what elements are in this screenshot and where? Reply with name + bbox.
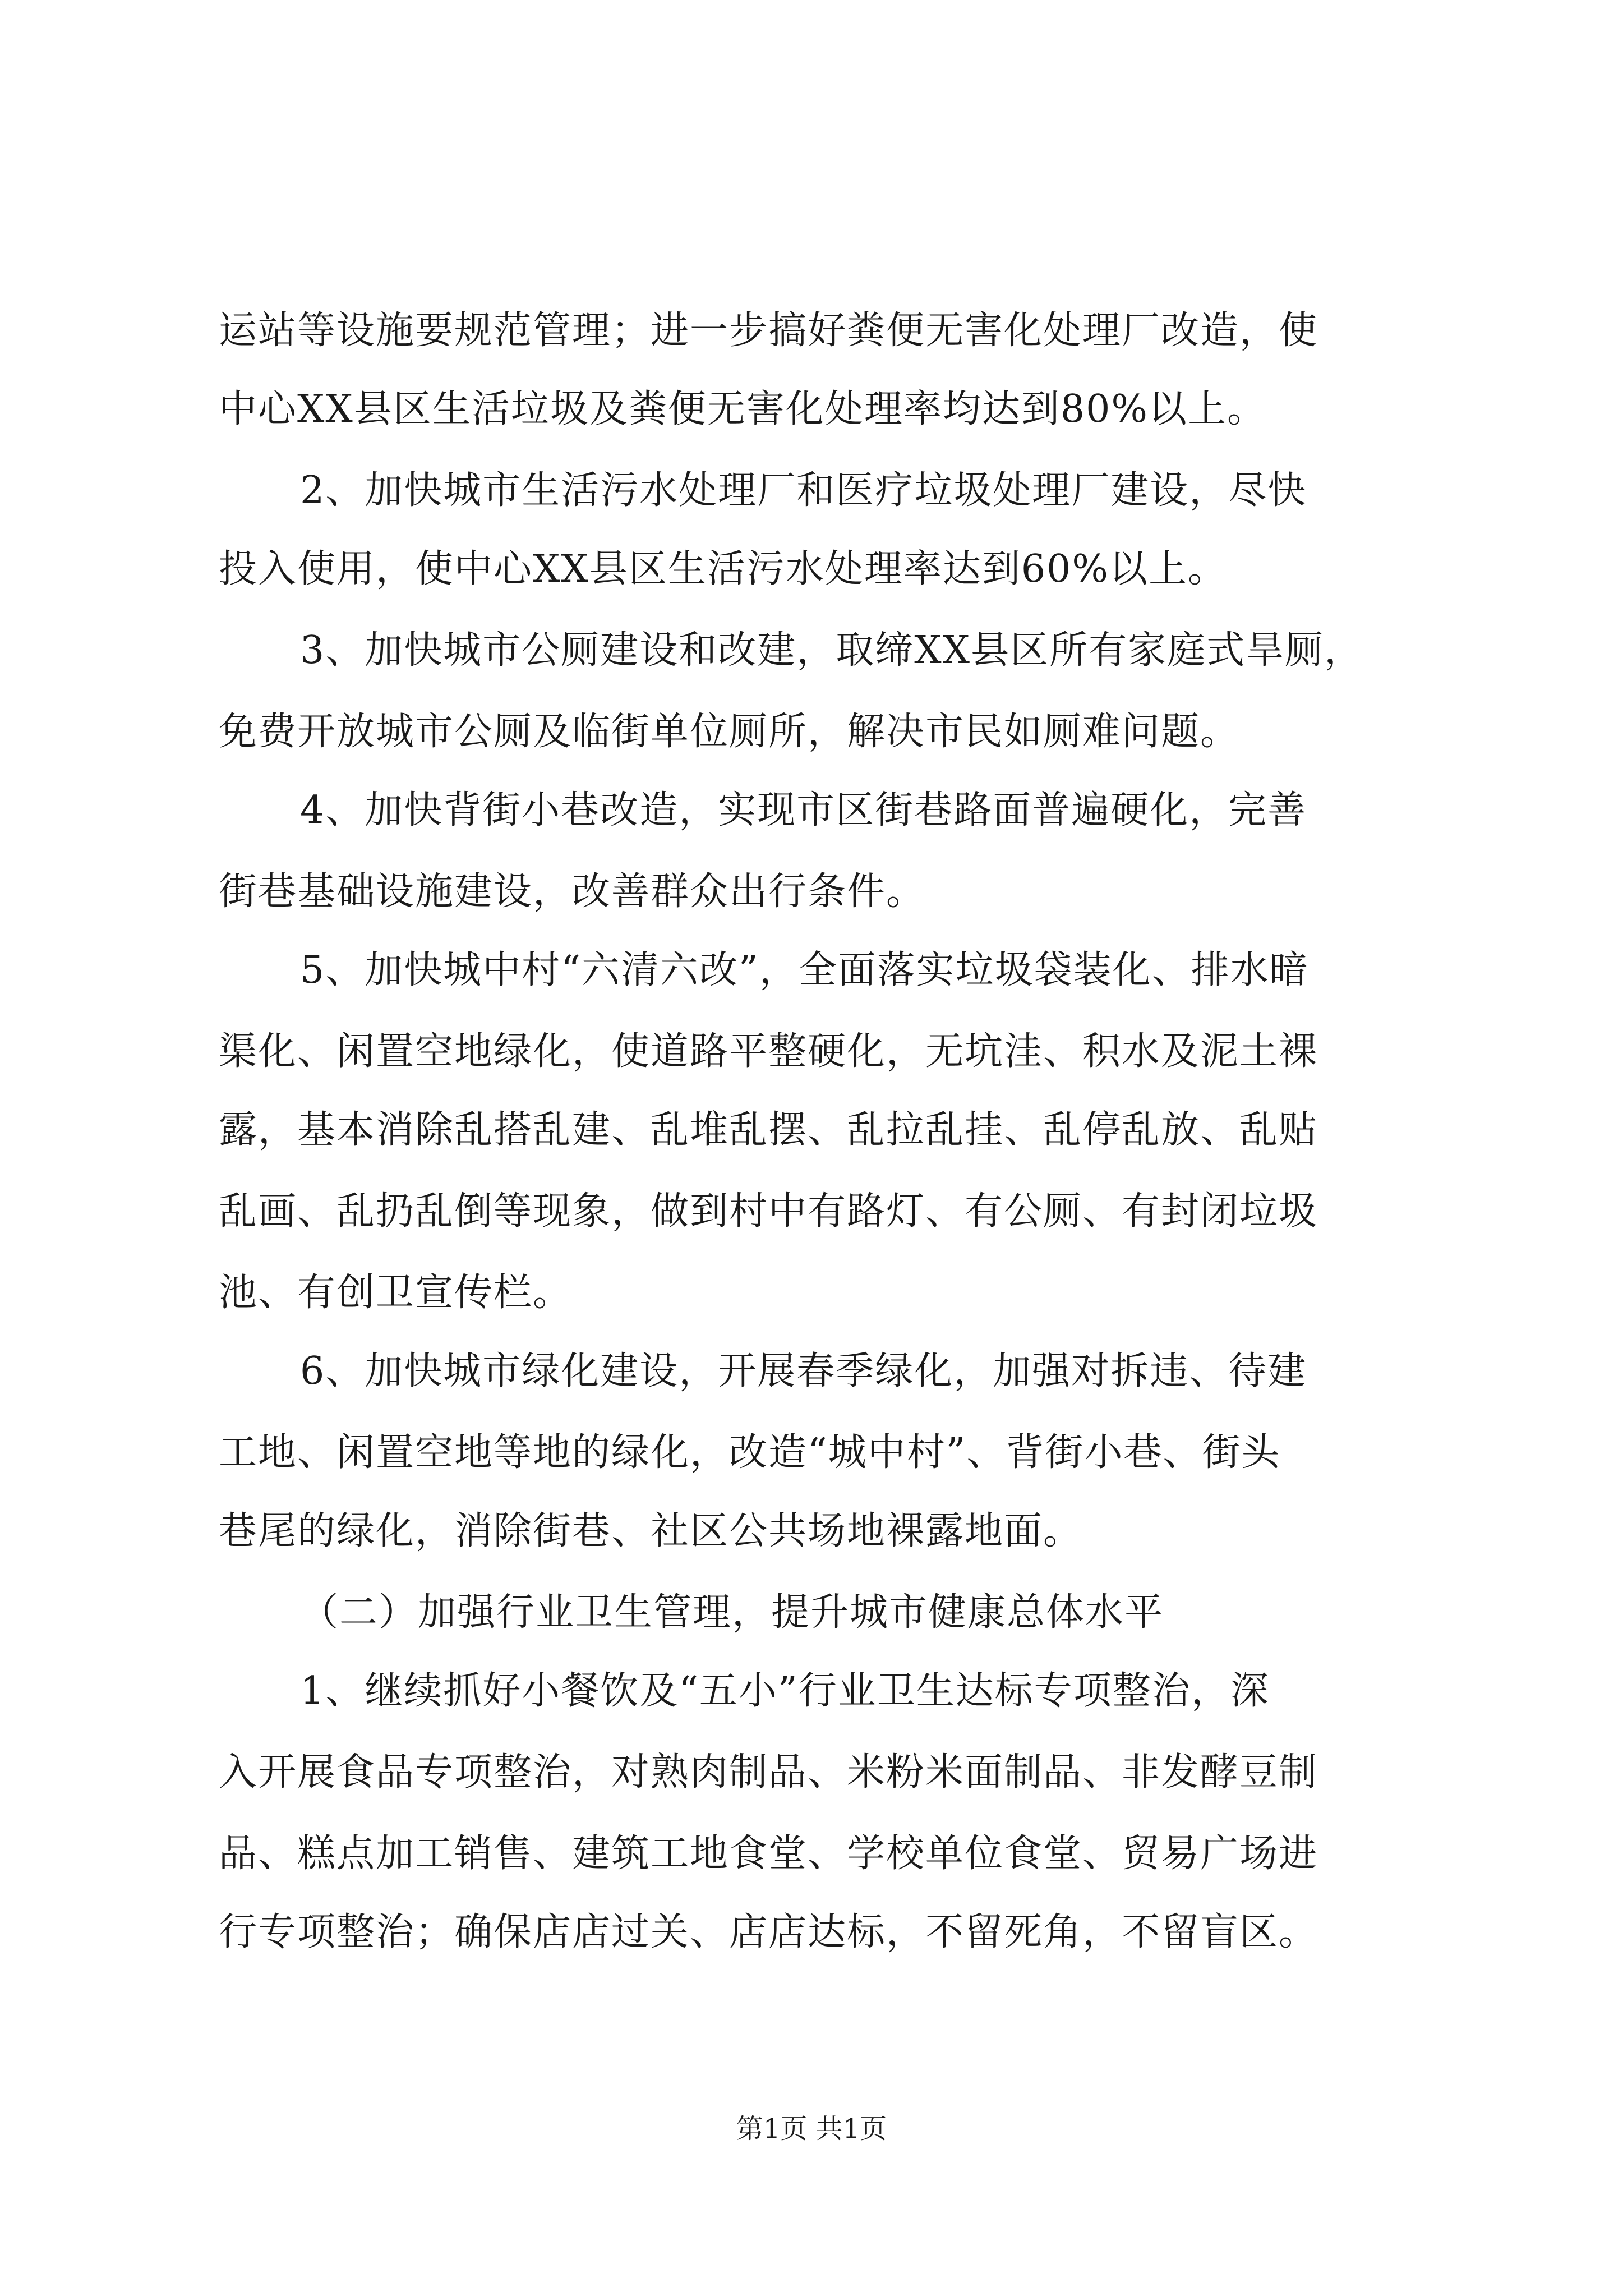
text-line: 街巷基础设施建设，改善群众出行条件。 [219,869,926,914]
text-line: 投入使用，使中心XX县区生活污水处理率达到60%以上。 [219,547,1227,591]
text-line: 免费开放城市公厕及临街单位厕所，解决市民如厕难问题。 [219,710,1240,754]
text-line: 露，基本消除乱搭乱建、乱堆乱摆、乱拉乱挂、乱停乱放、乱贴 [219,1108,1318,1152]
text-line: 渠化、闲置空地绿化，使道路平整硬化，无坑洼、积水及泥土裸 [219,1029,1318,1074]
text-line: 5、加快城中村“六清六改”，全面落实垃圾袋装化、排水暗 [300,948,1309,992]
text-line: 中心XX县区生活垃圾及粪便无害化处理率均达到80%以上。 [219,387,1266,431]
text-line: 乱画、乱扔乱倒等现象，做到村中有路灯、有公厕、有封闭垃圾 [219,1189,1318,1234]
text-line: 运站等设施要规范管理；进一步搞好粪便无害化处理厂改造，使 [219,309,1318,353]
text-line: 巷尾的绿化，消除街巷、社区公共场地裸露地面。 [219,1509,1083,1553]
text-line: 品、糕点加工销售、建筑工地食堂、学校单位食堂、贸易广场进 [219,1832,1318,1876]
text-line: 行专项整治；确保店店过关、店店达标，不留死角，不留盲区。 [219,1910,1318,1954]
text-line: 3、加快城市公厕建设和改建，取缔XX县区所有家庭式旱厕， [300,628,1364,673]
text-line: 2、加快城市生活污水处理厂和医疗垃圾处理厂建设，尽快 [300,468,1307,513]
text-line: 池、有创卫宣传栏。 [219,1271,573,1315]
text-line: 工地、闲置空地等地的绿化，改造“城中村”、背街小巷、街头 [219,1430,1281,1475]
text-line: 1、继续抓好小餐饮及“五小”行业卫生达标专项整治，深 [300,1669,1270,1713]
page-number-footer: 第1页 共1页 [736,2113,887,2145]
text-line: 入开展食品专项整治，对熟肉制品、米粉米面制品、非发酵豆制 [219,1750,1318,1795]
text-line: 6、加快城市绿化建设，开展春季绿化，加强对拆违、待建 [300,1349,1307,1393]
section-heading: （二）加强行业卫生管理，提升城市健康总体水平 [300,1590,1164,1635]
text-line: 4、加快背街小巷改造，实现市区街巷路面普遍硬化，完善 [300,788,1307,832]
